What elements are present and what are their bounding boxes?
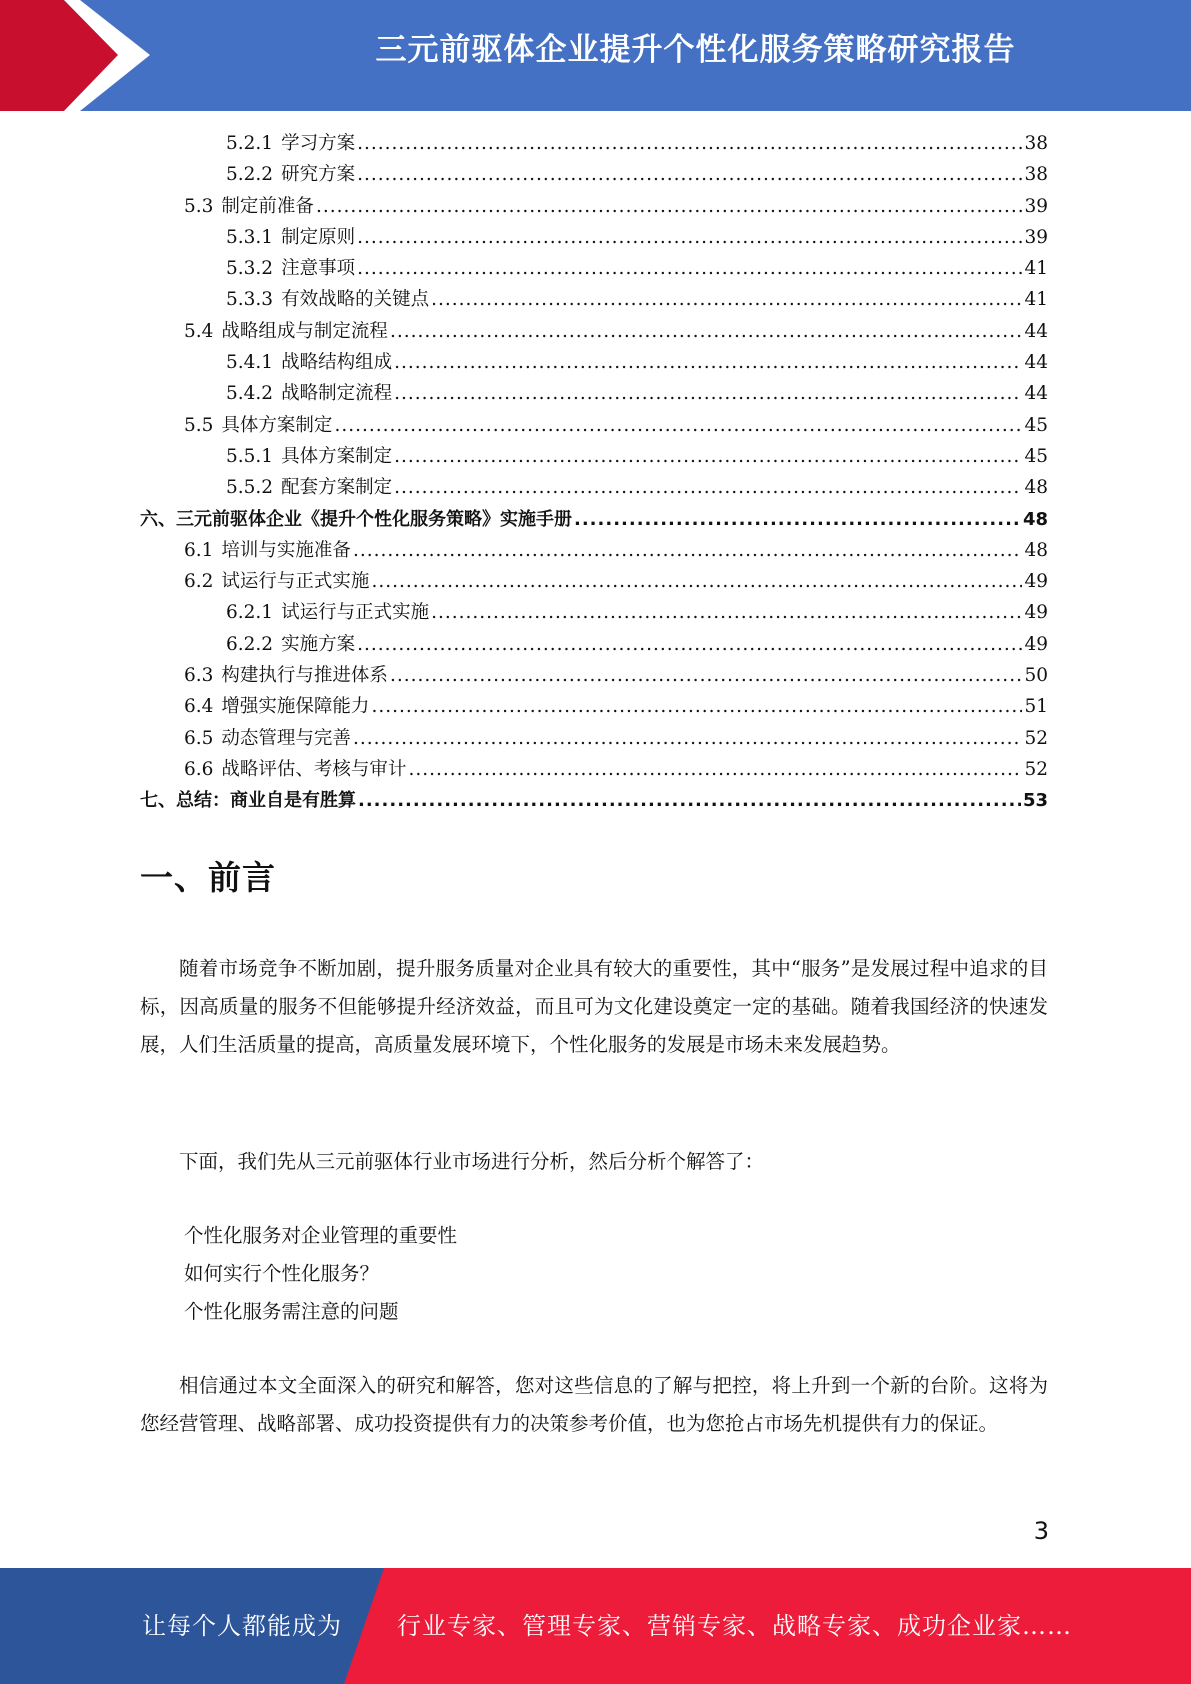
toc-entry-page: 39 (1024, 226, 1048, 248)
table-of-contents (140, 128, 1048, 817)
toc-entry[interactable] (140, 566, 1048, 597)
toc-entry-number: 6.2 (184, 571, 214, 593)
question-list (184, 1217, 457, 1331)
page-footer (0, 1568, 1191, 1684)
toc-entry-number: 5.4.1 (226, 352, 274, 374)
intro-paragraph-2: 下面，我们先从三元前驱体行业市场进行分析，然后分析个解答了： (179, 1150, 765, 1173)
toc-dot-leader (334, 410, 1022, 441)
toc-entry-title: 试运行与正式实施 (281, 602, 430, 624)
toc-entry-number: 5.5 (184, 414, 214, 436)
toc-entry[interactable] (140, 754, 1048, 785)
toc-entry-title: 研究方案 (281, 164, 356, 186)
toc-entry-number: 5.4 (184, 320, 214, 342)
list-item: 个性化服务需注意的问题 (184, 1300, 399, 1323)
toc-entry-page: 53 (1022, 790, 1048, 812)
toc-dot-leader (357, 159, 1022, 190)
toc-entry[interactable] (140, 785, 1048, 816)
toc-entry-number: 6.2.2 (226, 633, 274, 655)
toc-entry-number: 5.2.2 (226, 164, 274, 186)
page-number: 3 (1033, 1517, 1049, 1545)
toc-entry-number: 5.5.1 (226, 445, 274, 467)
toc-entry[interactable] (140, 504, 1048, 535)
toc-entry-page: 38 (1024, 133, 1048, 154)
footer-slogan-left: 让每个人都能成为 (142, 1612, 342, 1640)
toc-entry-title: 构建执行与推进体系 (221, 665, 388, 687)
toc-entry-page: 48 (1024, 477, 1048, 499)
toc-entry-number: 5.3.3 (226, 289, 274, 311)
toc-dot-leader (357, 222, 1022, 253)
toc-entry-title: 七、总结：商业自是有胜算 (140, 790, 356, 812)
toc-entry[interactable] (140, 378, 1048, 409)
toc-entry-title: 战略结构组成 (281, 352, 393, 374)
toc-dot-leader (394, 347, 1022, 378)
toc-entry[interactable] (140, 691, 1048, 722)
footer-slogan-right: 行业专家、管理专家、营销专家、战略专家、成功企业家…… (397, 1612, 1072, 1640)
toc-entry-title: 培训与实施准备 (221, 539, 351, 561)
intro-paragraph-1: 随着市场竞争不断加剧，提升服务质量对企业具有较大的重要性，其中“服务”是发展过程中追求的目标，因高质量的服务不但能够提升经济效益，而且可为文化建设奠定一定的基础。随着我国经济的快速发展，人们生活质量的提高，高质量发展环境下，个性化服务的发展是市场未来发展趋势。 (140, 957, 1048, 1056)
intro-paragraph-3: 相信通过本文全面深入的研究和解答，您对这些信息的了解与把控，将上升到一个新的台阶。这将为您经营管理、战略部署、成功投资提供有力的决策参考价值，也为您抢占市场先机提供有力的保证。 (140, 1374, 1048, 1435)
toc-entry-page: 44 (1024, 320, 1048, 342)
toc-entry-page: 41 (1024, 258, 1048, 280)
toc-entry[interactable] (140, 284, 1048, 315)
toc-entry-title: 战略组成与制定流程 (221, 320, 388, 342)
toc-entry-title: 配套方案制定 (281, 477, 393, 499)
toc-entry-title: 战略制定流程 (281, 383, 393, 405)
list-item: 个性化服务对企业管理的重要性 (184, 1224, 458, 1247)
toc-entry[interactable] (140, 159, 1048, 190)
toc-dot-leader (357, 253, 1022, 284)
toc-dot-leader (431, 284, 1022, 315)
toc-dot-leader (394, 378, 1022, 409)
toc-entry-number: 5.3.1 (226, 226, 274, 248)
toc-entry[interactable] (140, 723, 1048, 754)
toc-entry-page: 44 (1024, 352, 1048, 374)
toc-entry-page: 45 (1024, 445, 1048, 467)
toc-entry-page: 38 (1024, 164, 1048, 186)
toc-entry-number: 5.2.1 (226, 133, 274, 154)
toc-entry-title: 注意事项 (281, 258, 356, 280)
toc-dot-leader (431, 597, 1022, 628)
toc-dot-leader (394, 441, 1022, 472)
toc-entry[interactable] (140, 347, 1048, 378)
toc-dot-leader (357, 629, 1022, 660)
toc-entry-page: 45 (1024, 414, 1048, 436)
toc-dot-leader (390, 660, 1023, 691)
toc-entry-number: 5.3.2 (226, 258, 274, 280)
toc-entry-title: 具体方案制定 (281, 445, 393, 467)
toc-entry-number: 5.4.2 (226, 383, 274, 405)
toc-entry-title: 有效战略的关键点 (281, 289, 430, 311)
toc-entry[interactable] (140, 222, 1048, 253)
toc-entry[interactable] (140, 597, 1048, 628)
toc-entry-number: 6.3 (184, 665, 214, 687)
toc-entry-title: 制定原则 (281, 226, 356, 248)
list-item: 如何实行个性化服务？ (184, 1262, 380, 1285)
toc-entry-title: 学习方案 (281, 133, 356, 154)
toc-dot-leader (390, 316, 1023, 347)
toc-entry-number: 5.5.2 (226, 477, 274, 499)
toc-entry-title: 制定前准备 (221, 195, 314, 217)
toc-entry-number: 6.1 (184, 539, 214, 561)
toc-entry-title: 试运行与正式实施 (221, 571, 370, 593)
toc-entry-title: 具体方案制定 (221, 414, 333, 436)
toc-dot-leader (574, 504, 1021, 535)
toc-dot-leader (353, 535, 1023, 566)
toc-entry-title: 动态管理与完善 (221, 727, 351, 749)
header-title: 三元前驱体企业提升个性化服务策略研究报告 (375, 32, 1016, 68)
toc-entry[interactable] (140, 410, 1048, 441)
toc-entry-page: 52 (1024, 727, 1048, 749)
toc-entry-number: 5.3 (184, 195, 214, 217)
toc-entry-number: 6.4 (184, 696, 214, 718)
toc-dot-leader (357, 128, 1022, 159)
toc-entry-title: 六、三元前驱体企业《提升个性化服务策略》实施手册 (140, 508, 572, 530)
toc-entry-page: 51 (1024, 696, 1048, 718)
toc-entry[interactable] (140, 660, 1048, 691)
toc-entry[interactable] (140, 535, 1048, 566)
toc-entry-page: 52 (1024, 758, 1048, 780)
toc-dot-leader (408, 754, 1022, 785)
toc-entry[interactable] (140, 472, 1048, 503)
toc-entry-number: 6.2.1 (226, 602, 274, 624)
toc-dot-leader (371, 566, 1022, 597)
toc-entry-page: 50 (1024, 665, 1048, 687)
toc-entry-page: 48 (1022, 508, 1048, 530)
toc-dot-leader (358, 785, 1021, 816)
toc-entry-number: 6.6 (184, 758, 214, 780)
toc-entry[interactable] (140, 253, 1048, 284)
header-arrow-decoration (0, 0, 160, 111)
toc-entry-page: 48 (1024, 539, 1048, 561)
toc-dot-leader (394, 472, 1022, 503)
toc-dot-leader (353, 723, 1023, 754)
toc-entry[interactable] (140, 316, 1048, 347)
toc-entry-number: 6.5 (184, 727, 214, 749)
page-header (0, 0, 1191, 111)
toc-entry[interactable] (140, 128, 1048, 159)
toc-dot-leader (371, 691, 1022, 722)
toc-entry[interactable] (140, 191, 1048, 222)
toc-entry-page: 49 (1024, 633, 1048, 655)
toc-entry-title: 战略评估、考核与审计 (221, 758, 407, 780)
toc-entry[interactable] (140, 441, 1048, 472)
toc-entry-page: 49 (1024, 571, 1048, 593)
toc-dot-leader (316, 191, 1023, 222)
toc-entry-page: 49 (1024, 602, 1048, 624)
toc-entry-title: 实施方案 (281, 633, 356, 655)
toc-entry-page: 39 (1024, 195, 1048, 217)
toc-entry-page: 41 (1024, 289, 1048, 311)
toc-entry[interactable] (140, 629, 1048, 660)
toc-entry-page: 44 (1024, 383, 1048, 405)
toc-entry-title: 增强实施保障能力 (221, 696, 370, 718)
section-heading: 一、前言 (140, 858, 276, 897)
